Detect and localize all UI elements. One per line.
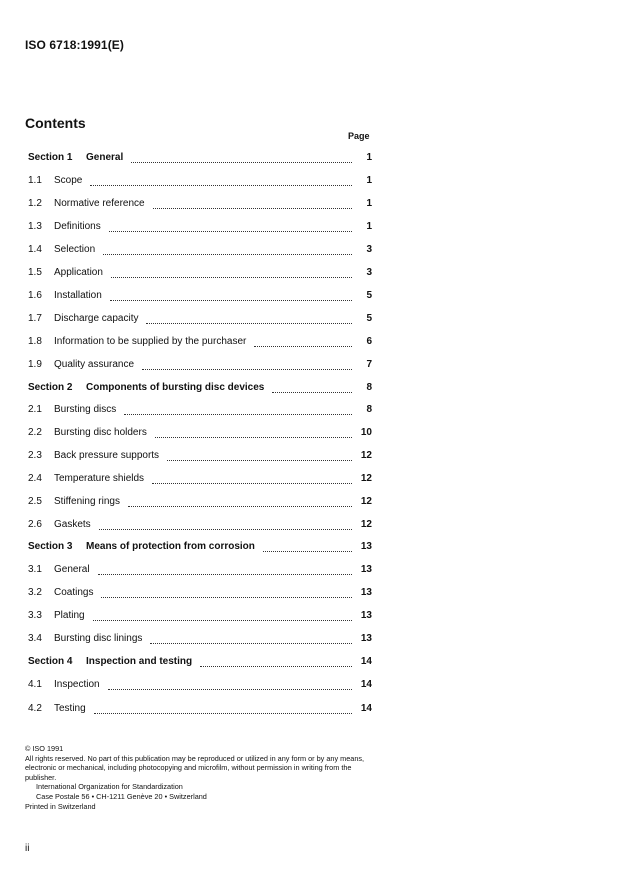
toc-entry-title: Temperature shields: [54, 473, 145, 484]
toc-entry-page: 12: [360, 450, 372, 461]
toc-leader-dots: [152, 482, 352, 484]
toc-entry-title: Bursting disc holders: [54, 427, 147, 438]
toc-entry-title: Components of bursting disc devices: [86, 382, 265, 393]
organization-name: International Organization for Standardization: [36, 782, 183, 792]
toc-entry-number: Section 3: [28, 541, 73, 552]
toc-entry-title: Discharge capacity: [54, 313, 139, 324]
toc-leader-dots: [90, 184, 352, 186]
toc-entry-number: 2.1: [28, 404, 42, 415]
copyright-line: © ISO 1991: [25, 744, 64, 753]
toc-entry-title: Back pressure supports: [54, 450, 160, 461]
toc-entry-number: 1.5: [28, 267, 42, 278]
toc-entry: [28, 519, 372, 533]
toc-entry-page: 7: [366, 359, 372, 370]
toc-section-entry: [28, 152, 372, 166]
toc-entry-page: 1: [366, 152, 372, 163]
toc-entry-number: 1.2: [28, 198, 42, 209]
toc-leader-dots: [110, 299, 352, 301]
toc-entry-number: 2.6: [28, 519, 42, 530]
toc-leader-dots: [94, 712, 352, 714]
toc-entry-page: 12: [360, 496, 372, 507]
toc-leader-dots: [98, 573, 352, 575]
rights-statement: All rights reserved. No part of this publication may be reproduced or utilized in any form or by any means, electronic or mechanical, including photocopying and microfilm, without permission in writing from the publisher.: [25, 753, 365, 782]
toc-entry: [28, 564, 372, 578]
toc-entry-title: Normative reference: [54, 198, 145, 209]
toc-entry: [28, 313, 372, 327]
toc-leader-dots: [200, 665, 352, 667]
toc-leader-dots: [103, 253, 352, 255]
toc-entry-number: 1.7: [28, 313, 42, 324]
contents-heading: Contents: [25, 115, 86, 131]
toc-entry-page: 8: [366, 404, 372, 415]
toc-entry-title: Scope: [54, 175, 83, 186]
toc-entry-page: 1: [366, 175, 372, 186]
toc-entry-page: 14: [360, 679, 372, 690]
toc-entry-number: 3.4: [28, 633, 42, 644]
toc-leader-dots: [111, 276, 352, 278]
toc-entry-number: 1.6: [28, 290, 42, 301]
toc-entry-number: 4.1: [28, 679, 42, 690]
toc-entry-page: 13: [360, 633, 372, 644]
toc-entry-title: Installation: [54, 290, 102, 301]
toc-entry-page: 3: [366, 267, 372, 278]
copyright-notice: [25, 744, 370, 811]
toc-entry-page: 10: [360, 427, 372, 438]
organization-address: Case Postale 56 • CH-1211 Genève 20 • Switzerland: [36, 791, 207, 801]
toc-leader-dots: [131, 161, 352, 163]
page-number: ii: [25, 843, 30, 854]
toc-entry-number: 1.4: [28, 244, 42, 255]
toc-entry-title: Application: [54, 267, 103, 278]
toc-entry-page: 14: [360, 703, 372, 714]
toc-entry-page: 12: [360, 473, 372, 484]
toc-entry: [28, 427, 372, 441]
toc-entry-page: 1: [366, 221, 372, 232]
toc-entry-number: 1.1: [28, 175, 42, 186]
toc-entry: [28, 221, 372, 235]
toc-entry-number: 2.4: [28, 473, 42, 484]
toc-entry-title: Inspection and testing: [86, 656, 193, 667]
toc-entry-number: Section 1: [28, 152, 73, 163]
toc-entry: [28, 336, 372, 350]
toc-entry: [28, 198, 372, 212]
toc-entry-number: 1.9: [28, 359, 42, 370]
toc-entry-page: 13: [360, 587, 372, 598]
toc-entry: [28, 610, 372, 624]
toc-entry: [28, 703, 372, 717]
toc-entry-number: Section 4: [28, 656, 73, 667]
toc-entry-number: 1.3: [28, 221, 42, 232]
toc-entry-number: 4.2: [28, 703, 42, 714]
toc-entry-number: 3.1: [28, 564, 42, 575]
toc-leader-dots: [150, 642, 352, 644]
toc-entry: [28, 359, 372, 373]
page-column-header: Page: [348, 131, 370, 141]
toc-leader-dots: [99, 528, 352, 530]
toc-entry-page: 5: [366, 313, 372, 324]
toc-entry-title: General: [54, 564, 90, 575]
toc-entry-number: 3.3: [28, 610, 42, 621]
toc-entry-title: Coatings: [54, 587, 94, 598]
toc-entry-page: 13: [360, 564, 372, 575]
toc-entry-number: 2.3: [28, 450, 42, 461]
toc-entry-title: Definitions: [54, 221, 101, 232]
toc-entry-page: 3: [366, 244, 372, 255]
toc-section-entry: [28, 541, 372, 555]
toc-entry-page: 13: [360, 541, 372, 552]
toc-entry-title: Plating: [54, 610, 85, 621]
printed-in: Printed in Switzerland: [25, 801, 96, 811]
toc-entry-page: 12: [360, 519, 372, 530]
toc-entry-page: 5: [366, 290, 372, 301]
toc-entry-number: 1.8: [28, 336, 42, 347]
toc-entry-number: 2.5: [28, 496, 42, 507]
toc-entry-page: 14: [360, 656, 372, 667]
toc-section-entry: [28, 656, 372, 670]
toc-entry-number: 3.2: [28, 587, 42, 598]
toc-leader-dots: [155, 436, 352, 438]
toc-entry-page: 1: [366, 198, 372, 209]
document-id: ISO 6718:1991(E): [25, 38, 124, 52]
toc-entry-page: 8: [366, 382, 372, 393]
toc-entry-title: Testing: [54, 703, 86, 714]
toc-entry-title: Inspection: [54, 679, 100, 690]
toc-entry-title: Information to be supplied by the purchaser: [54, 336, 247, 347]
toc-entry-title: Selection: [54, 244, 96, 255]
toc-entry: [28, 473, 372, 487]
toc-entry-title: Bursting discs: [54, 404, 117, 415]
toc-entry: [28, 290, 372, 304]
toc-entry: [28, 679, 372, 693]
toc-entry-title: Stiffening rings: [54, 496, 120, 507]
toc-entry-page: 6: [366, 336, 372, 347]
toc-leader-dots: [109, 230, 352, 232]
toc-leader-dots: [146, 322, 352, 324]
toc-leader-dots: [124, 413, 352, 415]
toc-entry: [28, 267, 372, 281]
toc-entry-title: Gaskets: [54, 519, 91, 530]
toc-entry: [28, 450, 372, 464]
toc-entry-title: Bursting disc linings: [54, 633, 143, 644]
toc-leader-dots: [272, 391, 352, 393]
toc-leader-dots: [142, 368, 352, 370]
toc-leader-dots: [93, 619, 352, 621]
toc-entry: [28, 587, 372, 601]
toc-entry: [28, 496, 372, 510]
toc-leader-dots: [153, 207, 352, 209]
toc-entry: [28, 633, 372, 647]
toc-entry-page: 13: [360, 610, 372, 621]
toc-entry-title: Means of protection from corrosion: [86, 541, 255, 552]
toc-leader-dots: [254, 345, 352, 347]
toc-leader-dots: [263, 550, 352, 552]
toc-leader-dots: [101, 596, 352, 598]
toc-section-entry: [28, 382, 372, 396]
toc-entry: [28, 404, 372, 418]
toc-leader-dots: [108, 688, 352, 690]
toc-entry-title: General: [86, 152, 124, 163]
toc-entry-number: 2.2: [28, 427, 42, 438]
toc-entry-number: Section 2: [28, 382, 73, 393]
toc-leader-dots: [167, 459, 352, 461]
toc-entry: [28, 244, 372, 258]
toc-leader-dots: [128, 505, 352, 507]
toc-entry-title: Quality assurance: [54, 359, 135, 370]
toc-entry: [28, 175, 372, 189]
